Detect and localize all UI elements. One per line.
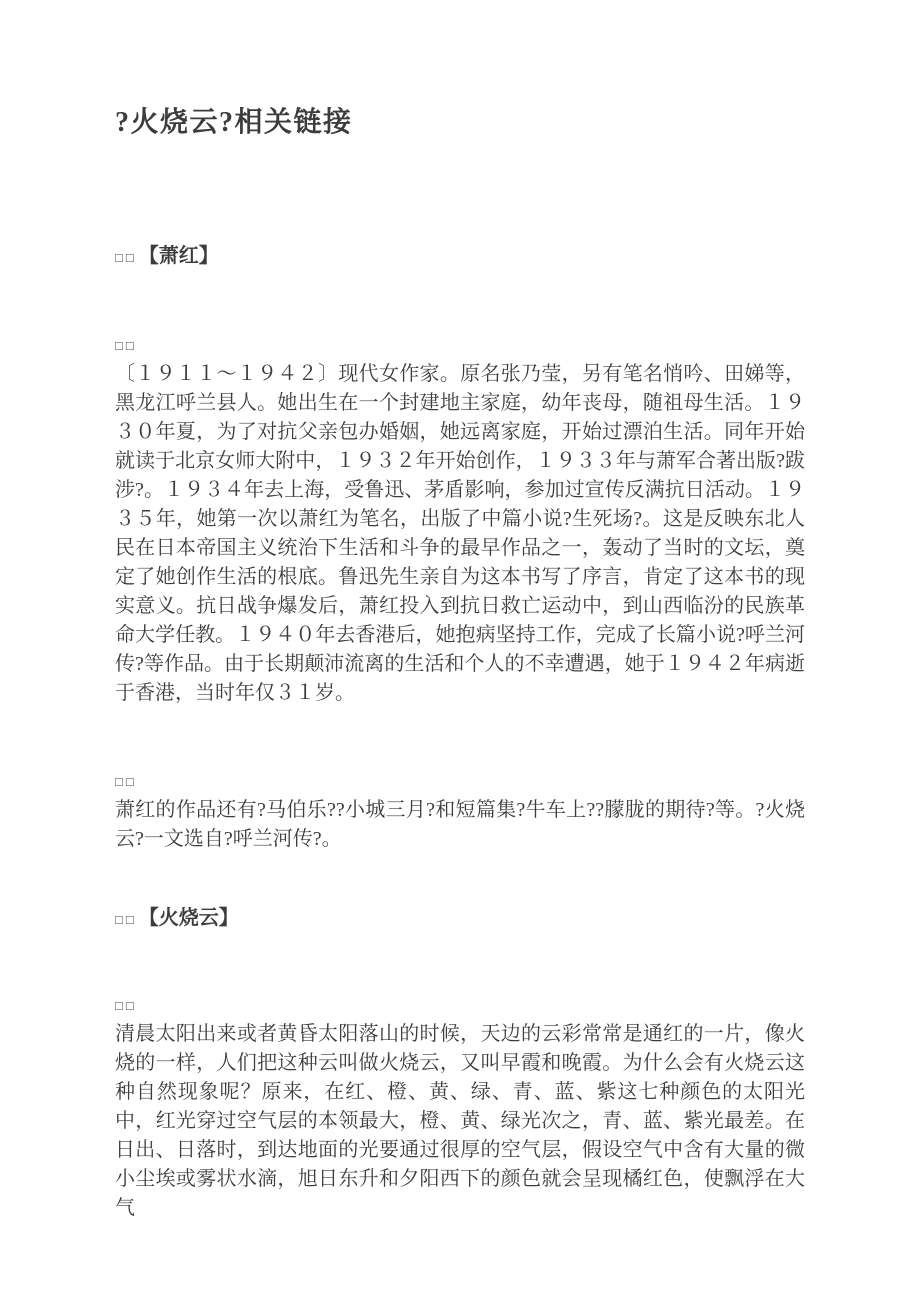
missing-glyph-boxes-icon: □□: [115, 774, 137, 789]
huoshaoyun-intro-paragraph: [115, 990, 805, 1223]
section-heading-xiaohong-text: 【萧红】: [138, 245, 219, 267]
section-heading-xiaohong: [115, 242, 805, 272]
section-heading-huoshaoyun-text: 【火烧云】: [138, 907, 239, 929]
missing-glyph-boxes-icon: □□: [115, 338, 137, 353]
xiaohong-works-paragraph: [115, 766, 805, 854]
xiaohong-bio-text: 〔１９１１～１９４２〕现代女作家。原名张乃莹，另有笔名悄吟、田娣等，黑龙江呼兰县人。她出生在一个封建地主家庭，幼年丧母，随祖母生活。１９３０年夏，为了对抗父亲包办婚姻，她远离家庭，开始过漂泊生活。同年开始就读于北京女师大附中，１９３２年开始创作，１９３３年与萧军合著出版?跋涉?。１９３４年去上海，受鲁迅、茅盾影响，参加过宣传反满抗日活动。１９３５年，她第一次以萧红为笔名，出版了中篇小说?生死场?。这是反映东北人民在日本帝国主义统治下生活和斗争的最早作品之一，轰动了当时的文坛，奠定了她创作生活的根底。鲁迅先生亲自为这本书写了序言，肯定了这本书的现实意义。抗日战争爆发后，萧红投入到抗日救亡运动中，到山西临汾的民族革命大学任教。１９４０年去香港后，她抱病坚持工作，完成了长篇小说?呼兰河传?等作品。由于长期颠沛流离的生活和个人的不幸遭遇，她于１９４２年病逝于香港，当时年仅３１岁。: [115, 363, 805, 704]
xiaohong-bio-paragraph: [115, 330, 805, 708]
missing-glyph-boxes-icon: □□: [115, 250, 137, 265]
missing-glyph-boxes-icon: □□: [115, 998, 137, 1013]
missing-glyph-boxes-icon: □□: [115, 912, 137, 927]
document-title: ?火烧云?相关链接: [115, 107, 353, 138]
huoshaoyun-intro-text: 清晨太阳出来或者黄昏太阳落山的时候，天边的云彩常常是通红的一片，像火烧的一样，人们把这种云叫做火烧云，又叫早霞和晚霞。为什么会有火烧云这种自然现象呢？原来，在红、橙、黄、绿、青、蓝、紫这七种颜色的太阳光中，红光穿过空气层的本领最大，橙、黄、绿光次之，青、蓝、紫光最差。在日出、日落时，到达地面的光要通过很厚的空气层，假设空气中含有大量的微小尘埃或雾状水滴，旭日东升和夕阳西下的颜色就会呈现橘红色，使飘浮在大气: [115, 1023, 805, 1219]
xiaohong-works-text: 萧红的作品还有?马伯乐??小城三月?和短篇集?牛车上??朦胧的期待?等。?火烧云?一文选自?呼兰河传?。: [115, 799, 805, 850]
section-heading-huoshaoyun: [115, 904, 805, 934]
